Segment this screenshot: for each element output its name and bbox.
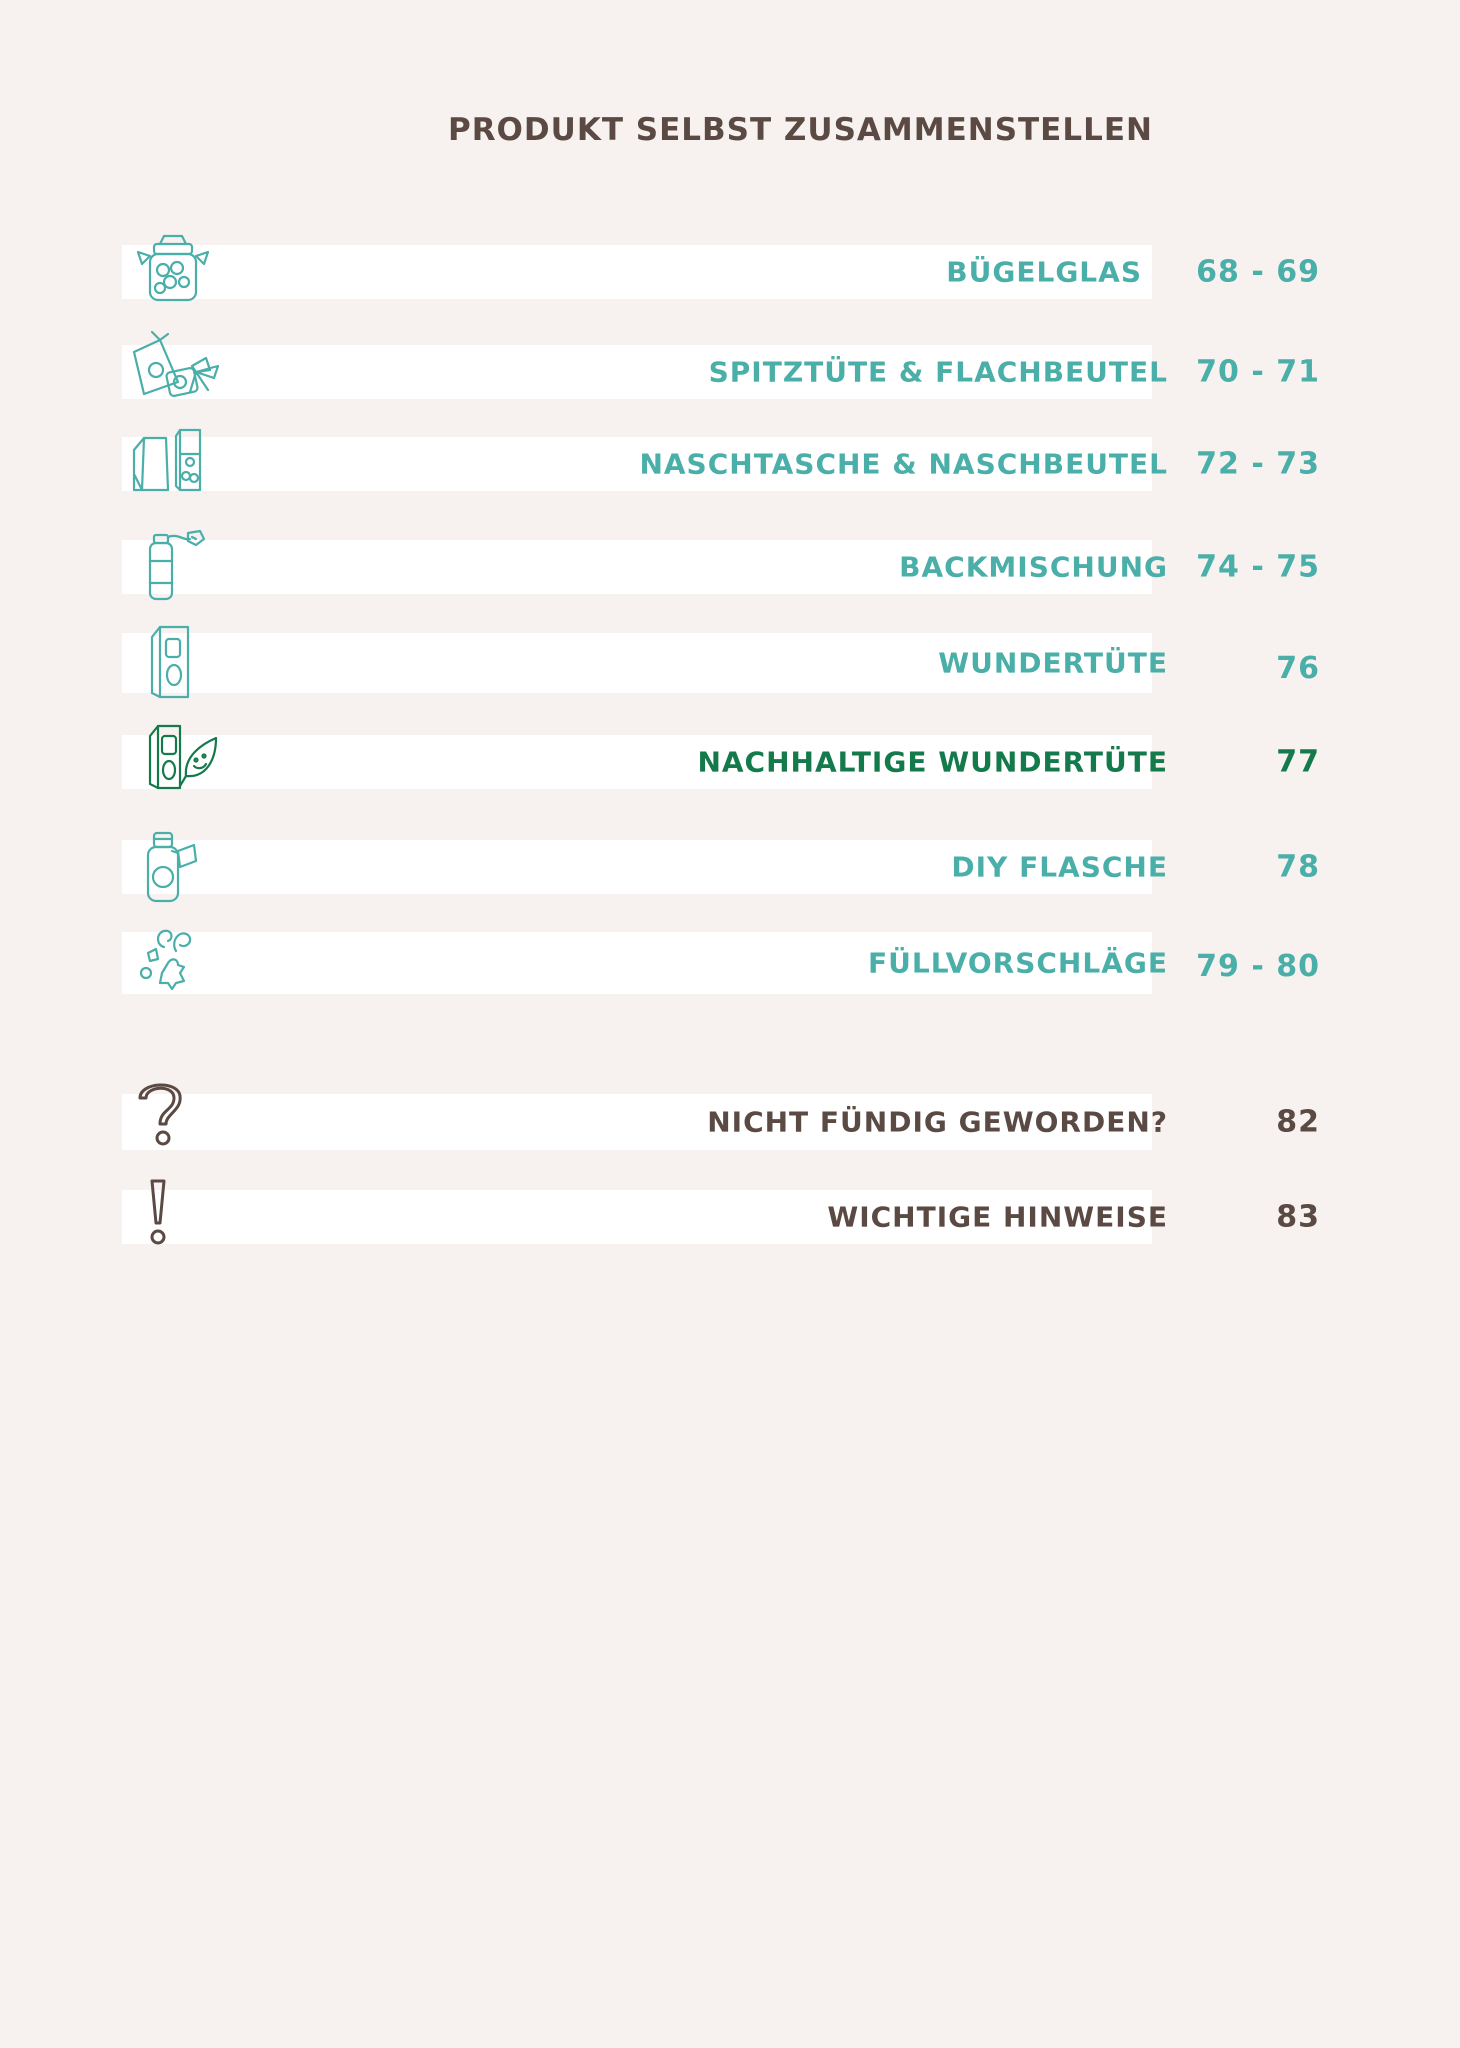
entry-pages: 68 - 69 xyxy=(1196,254,1320,290)
entry-pages: 78 xyxy=(1276,849,1320,885)
entry-pages: 83 xyxy=(1276,1199,1320,1235)
entry-pages: 77 xyxy=(1276,744,1320,780)
toc-entry-fuellvorschlaege[interactable] xyxy=(122,932,1320,994)
entry-pages: 79 - 80 xyxy=(1196,949,1320,984)
paper-bags-icon xyxy=(130,428,220,500)
bottle-icon xyxy=(130,831,220,903)
toc-entry-naschtasche[interactable] xyxy=(122,437,1320,491)
entry-title: NASCHTASCHE & NASCHBEUTEL xyxy=(639,447,1168,481)
entry-pages: 72 - 73 xyxy=(1196,446,1320,482)
entry-pages: 74 - 75 xyxy=(1196,549,1320,585)
question-mark-icon xyxy=(130,1086,220,1158)
toc-entry-wichtige-hinweise[interactable] xyxy=(122,1190,1320,1244)
sweets-icon xyxy=(130,927,220,999)
entry-title: NICHT FÜNDIG GEWORDEN? xyxy=(707,1105,1168,1139)
entry-title: NACHHALTIGE WUNDERTÜTE xyxy=(697,745,1168,779)
entry-title: DIY FLASCHE xyxy=(951,850,1168,884)
entry-pages: 70 - 71 xyxy=(1196,354,1320,390)
entry-title: BÜGELGLAS xyxy=(946,255,1142,289)
toc-entry-nicht-fuendig[interactable] xyxy=(122,1094,1320,1150)
paper-bag-icon xyxy=(130,627,220,699)
entry-title: SPITZTÜTE & FLACHBEUTEL xyxy=(708,355,1168,389)
entry-pages: 82 xyxy=(1276,1104,1320,1140)
gift-bag-icon xyxy=(130,336,220,408)
entry-title: BACKMISCHUNG xyxy=(899,550,1168,584)
entry-title: WICHTIGE HINWEISE xyxy=(827,1200,1168,1234)
eco-bag-leaf-icon xyxy=(130,726,220,798)
toc-entry-backmischung[interactable] xyxy=(122,540,1320,594)
jar-icon xyxy=(130,236,220,308)
page-title: PRODUKT SELBST ZUSAMMENSTELLEN xyxy=(447,112,1153,148)
exclamation-mark-icon xyxy=(130,1181,220,1253)
toc-entry-diy-flasche[interactable] xyxy=(122,840,1320,894)
toc-entry-buegelglas[interactable] xyxy=(122,245,1320,299)
entry-title: WUNDERTÜTE xyxy=(938,646,1168,680)
entry-pages: 76 xyxy=(1276,650,1320,686)
toc-entry-wundertuete[interactable] xyxy=(122,633,1320,693)
entry-title: FÜLLVORSCHLÄGE xyxy=(867,946,1168,980)
toc-entry-nachhaltige-wundertuete[interactable] xyxy=(122,735,1320,789)
toc-entry-spitztuete[interactable] xyxy=(122,345,1320,399)
bottle-tag-icon xyxy=(130,531,220,603)
